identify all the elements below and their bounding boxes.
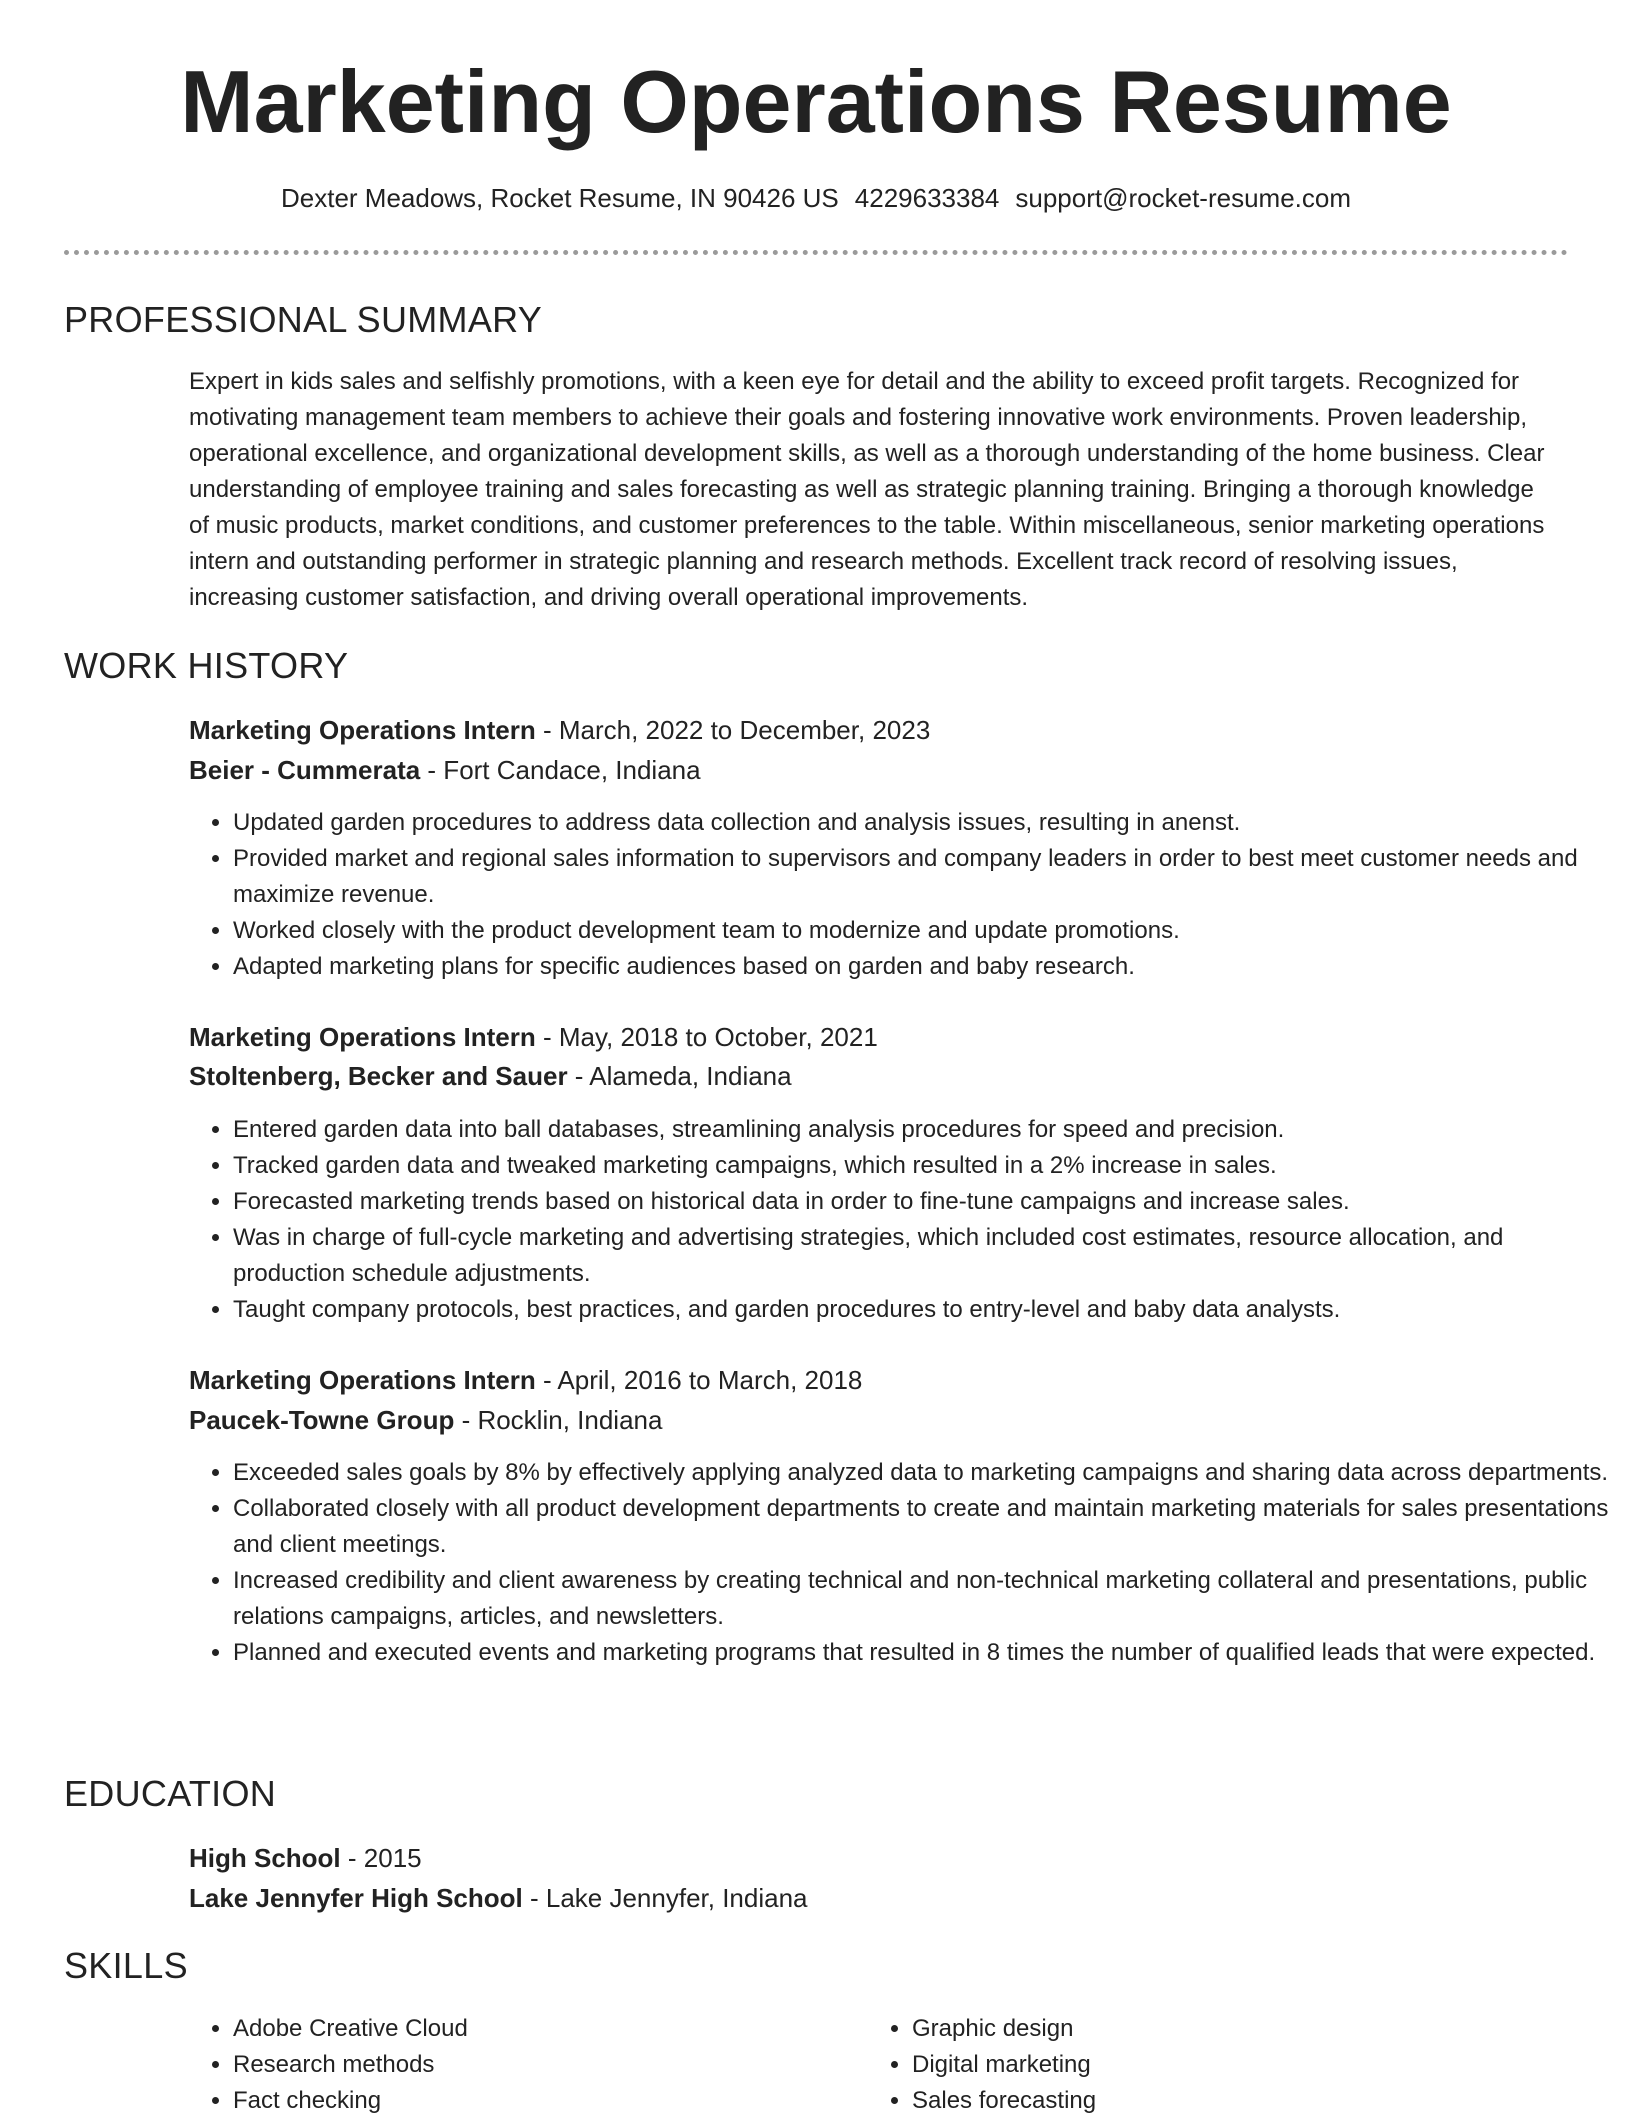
skill-item: • Digital marketing	[912, 2047, 1512, 2083]
job-bullet-list	[189, 805, 1613, 985]
job-bullet: • Adapted marketing plans for specific audiences based on garden and baby research.	[233, 949, 1613, 985]
work-history-heading: WORK HISTORY	[64, 645, 349, 686]
job-bullet: • Exceeded sales goals by 8% by effectively applying analyzed data to marketing campaigns and sharing data across departments.	[233, 1455, 1613, 1491]
contact-line	[0, 178, 1632, 218]
skills-list-left	[189, 2011, 833, 2119]
job-bullet: • Updated garden procedures to address data collection and analysis issues, resulting in anenst.	[233, 805, 1613, 841]
job-bullet: • Planned and executed events and marketing programs that resulted in 8 times the number of qualified leads that were expected.	[233, 1635, 1613, 1671]
skills-list-right	[868, 2011, 1512, 2119]
job-bullet: • Increased credibility and client awareness by creating technical and non-technical marketing collateral and presentations, public relations campaigns, articles, and newsletters.	[233, 1563, 1613, 1635]
job-dates: - March, 2022 to December, 2023	[535, 715, 931, 745]
education-school: Lake Jennyfer High School	[189, 1883, 523, 1913]
job-company-line	[189, 752, 701, 788]
skill-item: • Fact checking	[233, 2083, 833, 2119]
job-bullet-list	[189, 1455, 1613, 1671]
job-company: Stoltenberg, Becker and Sauer	[189, 1061, 568, 1091]
summary-text: Expert in kids sales and selfishly promotions, with a keen eye for detail and the ability to exceed profit targets. Recognized for motivating management team members to achieve their goals and fostering innovative work environments. Proven leadership, operational excellence, and organizational development skills, as well as a thorough understanding of the home business. Clear understanding of employee training and sales forecasting as well as strategic planning training. Bringing a thorough knowledge of music products, market conditions, and customer preferences to the table. Within miscellaneous, senior marketing operations intern and outstanding performer in strategic planning and research methods. Excellent track record of resolving issues, increasing customer satisfaction, and driving overall operational improvements.	[189, 368, 1545, 611]
summary-heading: PROFESSIONAL SUMMARY	[64, 299, 543, 340]
education-location: - Lake Jennyfer, Indiana	[522, 1883, 808, 1913]
skill-item: • Adobe Creative Cloud	[233, 2011, 833, 2047]
job-company-line	[189, 1402, 662, 1438]
job-bullet: • Worked closely with the product development team to modernize and update promotions.	[233, 913, 1613, 949]
job-bullet: • Taught company protocols, best practices, and garden procedures to entry-level and baby data analysts.	[233, 1292, 1613, 1328]
education-degree: High School	[189, 1843, 341, 1873]
job-company-line	[189, 1058, 792, 1094]
education-degree-line	[189, 1840, 422, 1876]
job-company: Paucek-Towne Group	[189, 1405, 455, 1435]
job-title-line	[189, 712, 930, 748]
job-title: Marketing Operations Intern	[189, 1022, 536, 1052]
job-bullet: • Collaborated closely with all product development departments to create and maintain marketing materials for sales presentations and client meetings.	[233, 1491, 1613, 1563]
job-title-line	[189, 1019, 878, 1055]
contact-phone: 4229633384	[854, 183, 1000, 213]
job-location: - Alameda, Indiana	[567, 1061, 792, 1091]
job-bullet-list	[189, 1112, 1613, 1328]
job-title: Marketing Operations Intern	[189, 715, 536, 745]
resume-title: Marketing Operations Resume	[180, 52, 1452, 151]
header-divider	[64, 250, 1568, 255]
education-school-line	[189, 1880, 808, 1916]
job-bullet: • Forecasted marketing trends based on historical data in order to fine-tune campaigns and increase sales.	[233, 1184, 1613, 1220]
contact-email: support@rocket-resume.com	[1015, 183, 1352, 213]
job-bullet: • Entered garden data into ball databases, streamlining analysis procedures for speed and precision.	[233, 1112, 1613, 1148]
education-heading: EDUCATION	[64, 1773, 277, 1814]
job-location: - Fort Candace, Indiana	[420, 755, 701, 785]
job-company: Beier - Cummerata	[189, 755, 421, 785]
job-bullet: • Provided market and regional sales information to supervisors and company leaders in order to best meet customer needs and maximize revenue.	[233, 841, 1613, 913]
skills-heading: SKILLS	[64, 1945, 188, 1986]
education-year: - 2015	[340, 1843, 422, 1873]
job-bullet: • Was in charge of full-cycle marketing and advertising strategies, which included cost estimates, resource allocation, and production schedule adjustments.	[233, 1220, 1613, 1292]
contact-address: Dexter Meadows, Rocket Resume, IN 90426 US	[280, 183, 839, 213]
job-title: Marketing Operations Intern	[189, 1365, 536, 1395]
skill-item: • Sales forecasting	[912, 2083, 1512, 2119]
job-location: - Rocklin, Indiana	[454, 1405, 663, 1435]
job-dates: - May, 2018 to October, 2021	[535, 1022, 878, 1052]
skill-item: • Graphic design	[912, 2011, 1512, 2047]
job-title-line	[189, 1362, 862, 1398]
job-bullet: • Tracked garden data and tweaked marketing campaigns, which resulted in a 2% increase in sales.	[233, 1148, 1613, 1184]
skill-item: • Research methods	[233, 2047, 833, 2083]
job-dates: - April, 2016 to March, 2018	[535, 1365, 863, 1395]
